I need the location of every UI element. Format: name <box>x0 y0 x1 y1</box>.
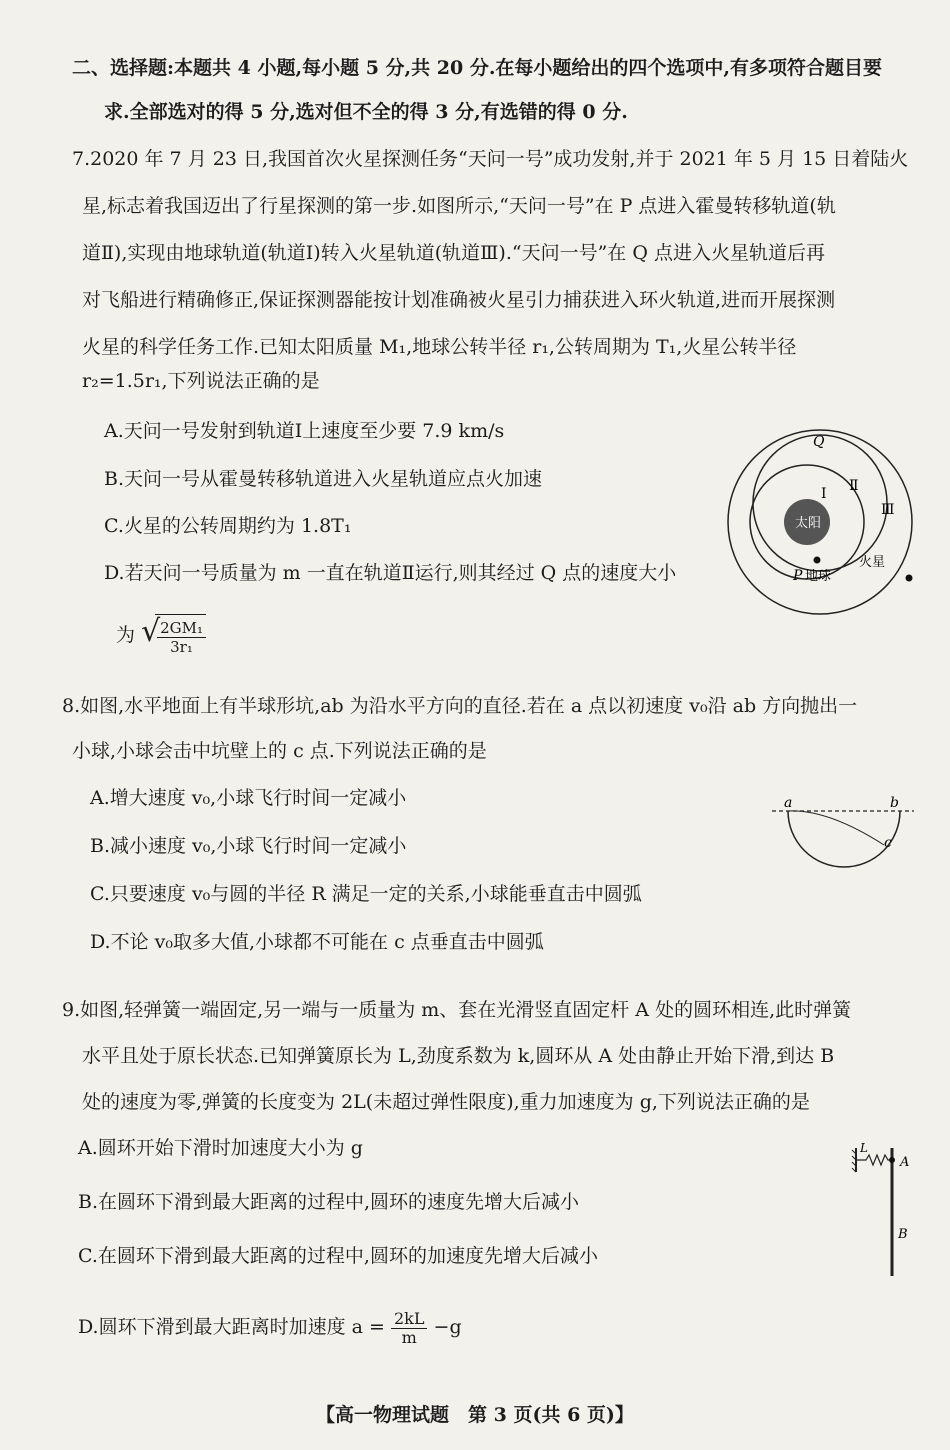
q9-option-d <box>78 1305 462 1349</box>
q7-text-line: r₂=1.5r₁,下列说法正确的是 <box>82 370 320 392</box>
page-footer: 【高一物理试题 第 3 页(共 6 页)】 <box>316 1404 634 1426</box>
sqrt-symbol: √ $\frac{\text{2GM₁}}{\text{3r₁}}$ <box>141 614 206 659</box>
trajectory <box>788 811 884 845</box>
point-b-label: B <box>898 1227 908 1242</box>
q9-d-numerator: 2kL <box>391 1310 428 1329</box>
q7-text-line: 星,标志着我国迈出了行星探测的第一步.如图所示,“天问一号”在 P 点进入霍曼转移轨道(轨 <box>82 195 836 217</box>
q7-option-b: B.天问一号从霍曼转移轨道进入火星轨道应点火加速 <box>104 468 543 490</box>
point-c-label: c <box>884 835 892 851</box>
q7-option-d: D.若天问一号质量为 m 一直在轨道Ⅱ运行,则其经过 Q 点的速度大小 <box>104 562 677 584</box>
q8-option-d: D.不论 v₀取多大值,小球都不可能在 c 点垂直击中圆弧 <box>90 931 544 953</box>
section-header-line1: 二、选择题:本题共 4 小题,每小题 5 分,共 20 分.在每小题给出的四个选项中,有多项符合题目要 <box>72 57 883 79</box>
q7-d-denominator: 3r₁ <box>170 638 193 656</box>
q8-option-a: A.增大速度 v₀,小球飞行时间一定减小 <box>90 787 407 809</box>
spring <box>856 1155 890 1165</box>
q7-option-a: A.天问一号发射到轨道Ⅰ上速度至少要 7.9 km/s <box>104 420 505 442</box>
sun-label: 太阳 <box>795 516 822 531</box>
q9-d-denominator: m <box>401 1327 417 1347</box>
q7-text-line: 道Ⅱ),实现由地球轨道(轨道Ⅰ)转入火星轨道(轨道Ⅲ).“天问一号”在 Q 点进入火星轨道后再 <box>82 242 825 264</box>
section-header-line2: 求.全部选对的得 5 分,选对但不全的得 3 分,有选错的得 0 分. <box>104 101 628 123</box>
earth-dot <box>814 557 821 564</box>
q7-text-line: 7.2020 年 7 月 23 日,我国首次火星探测任务“天问一号”成功发射,并于 2021 年 5 月 15 日着陆火 <box>72 148 909 170</box>
point-b-label: b <box>890 795 899 811</box>
orbit-1-label: Ⅰ <box>821 486 827 502</box>
q7-text-line: 火星的科学任务工作.已知太阳质量 M₁,地球公转半径 r₁,公转周期为 T₁,火星公转半径 <box>82 336 797 358</box>
q9-option-a: A.圆环开始下滑时加速度大小为 g <box>78 1137 363 1159</box>
q7-option-d-prefix: 为 <box>116 624 136 646</box>
length-l-label: L <box>860 1141 868 1155</box>
q8-text-line: 小球,小球会击中坑壁上的 c 点.下列说法正确的是 <box>72 740 487 762</box>
point-a-label: a <box>784 795 793 811</box>
q7-text-line: 对飞船进行精确修正,保证探测器能按计划准确被火星引力捕获进入环火轨道,进而开展探测 <box>82 289 836 311</box>
point-p-label: P <box>793 568 803 584</box>
point-q-label: Q <box>813 434 825 450</box>
q9-option-c: C.在圆环下滑到最大距离的过程中,圆环的加速度先增大后减小 <box>78 1245 598 1267</box>
orbit-2 <box>753 435 887 571</box>
pit-diagram <box>768 795 918 875</box>
q7-option-d-formula <box>116 613 206 659</box>
q9-option-b: B.在圆环下滑到最大距离的过程中,圆环的速度先增大后减小 <box>78 1191 580 1213</box>
q7-option-c: C.火星的公转周期约为 1.8T₁ <box>104 515 352 537</box>
spring-rod-diagram <box>848 1140 920 1282</box>
orbit-3-label: Ⅲ <box>881 502 895 518</box>
orbit-diagram <box>725 418 925 628</box>
mars-label: 火星 <box>859 555 886 570</box>
q9-text-line: 水平且处于原长状态.已知弹簧原长为 L,劲度系数为 k,圆环从 A 处由静止开始下滑,到达 B <box>82 1045 835 1067</box>
q9-text-line: 9.如图,轻弹簧一端固定,另一端与一质量为 m、套在光滑竖直固定杆 A 处的圆环相连,此时弹簧 <box>62 999 852 1021</box>
q7-d-numerator: 2GM₁ <box>157 619 206 638</box>
q8-text-line: 8.如图,水平地面上有半球形坑,ab 为沿水平方向的直径.若在 a 点以初速度 v₀沿 ab 方向抛出一 <box>62 695 858 717</box>
q9-text-line: 处的速度为零,弹簧的长度变为 2L(未超过弹性限度),重力加速度为 g,下列说法正确的是 <box>82 1091 810 1113</box>
mars-dot <box>906 575 913 582</box>
ring-dot <box>889 1157 895 1163</box>
q8-option-c: C.只要速度 v₀与圆的半径 R 满足一定的关系,小球能垂直击中圆弧 <box>90 883 642 905</box>
q8-option-b: B.减小速度 v₀,小球飞行时间一定减小 <box>90 835 407 857</box>
orbit-2-label: Ⅱ <box>849 478 859 494</box>
q9-option-d-prefix: D.圆环下滑到最大距离时加速度 a = <box>78 1316 385 1338</box>
q9-option-d-suffix: −g <box>433 1316 462 1338</box>
point-a-label: A <box>900 1155 910 1170</box>
earth-label: 地球 <box>805 569 832 584</box>
